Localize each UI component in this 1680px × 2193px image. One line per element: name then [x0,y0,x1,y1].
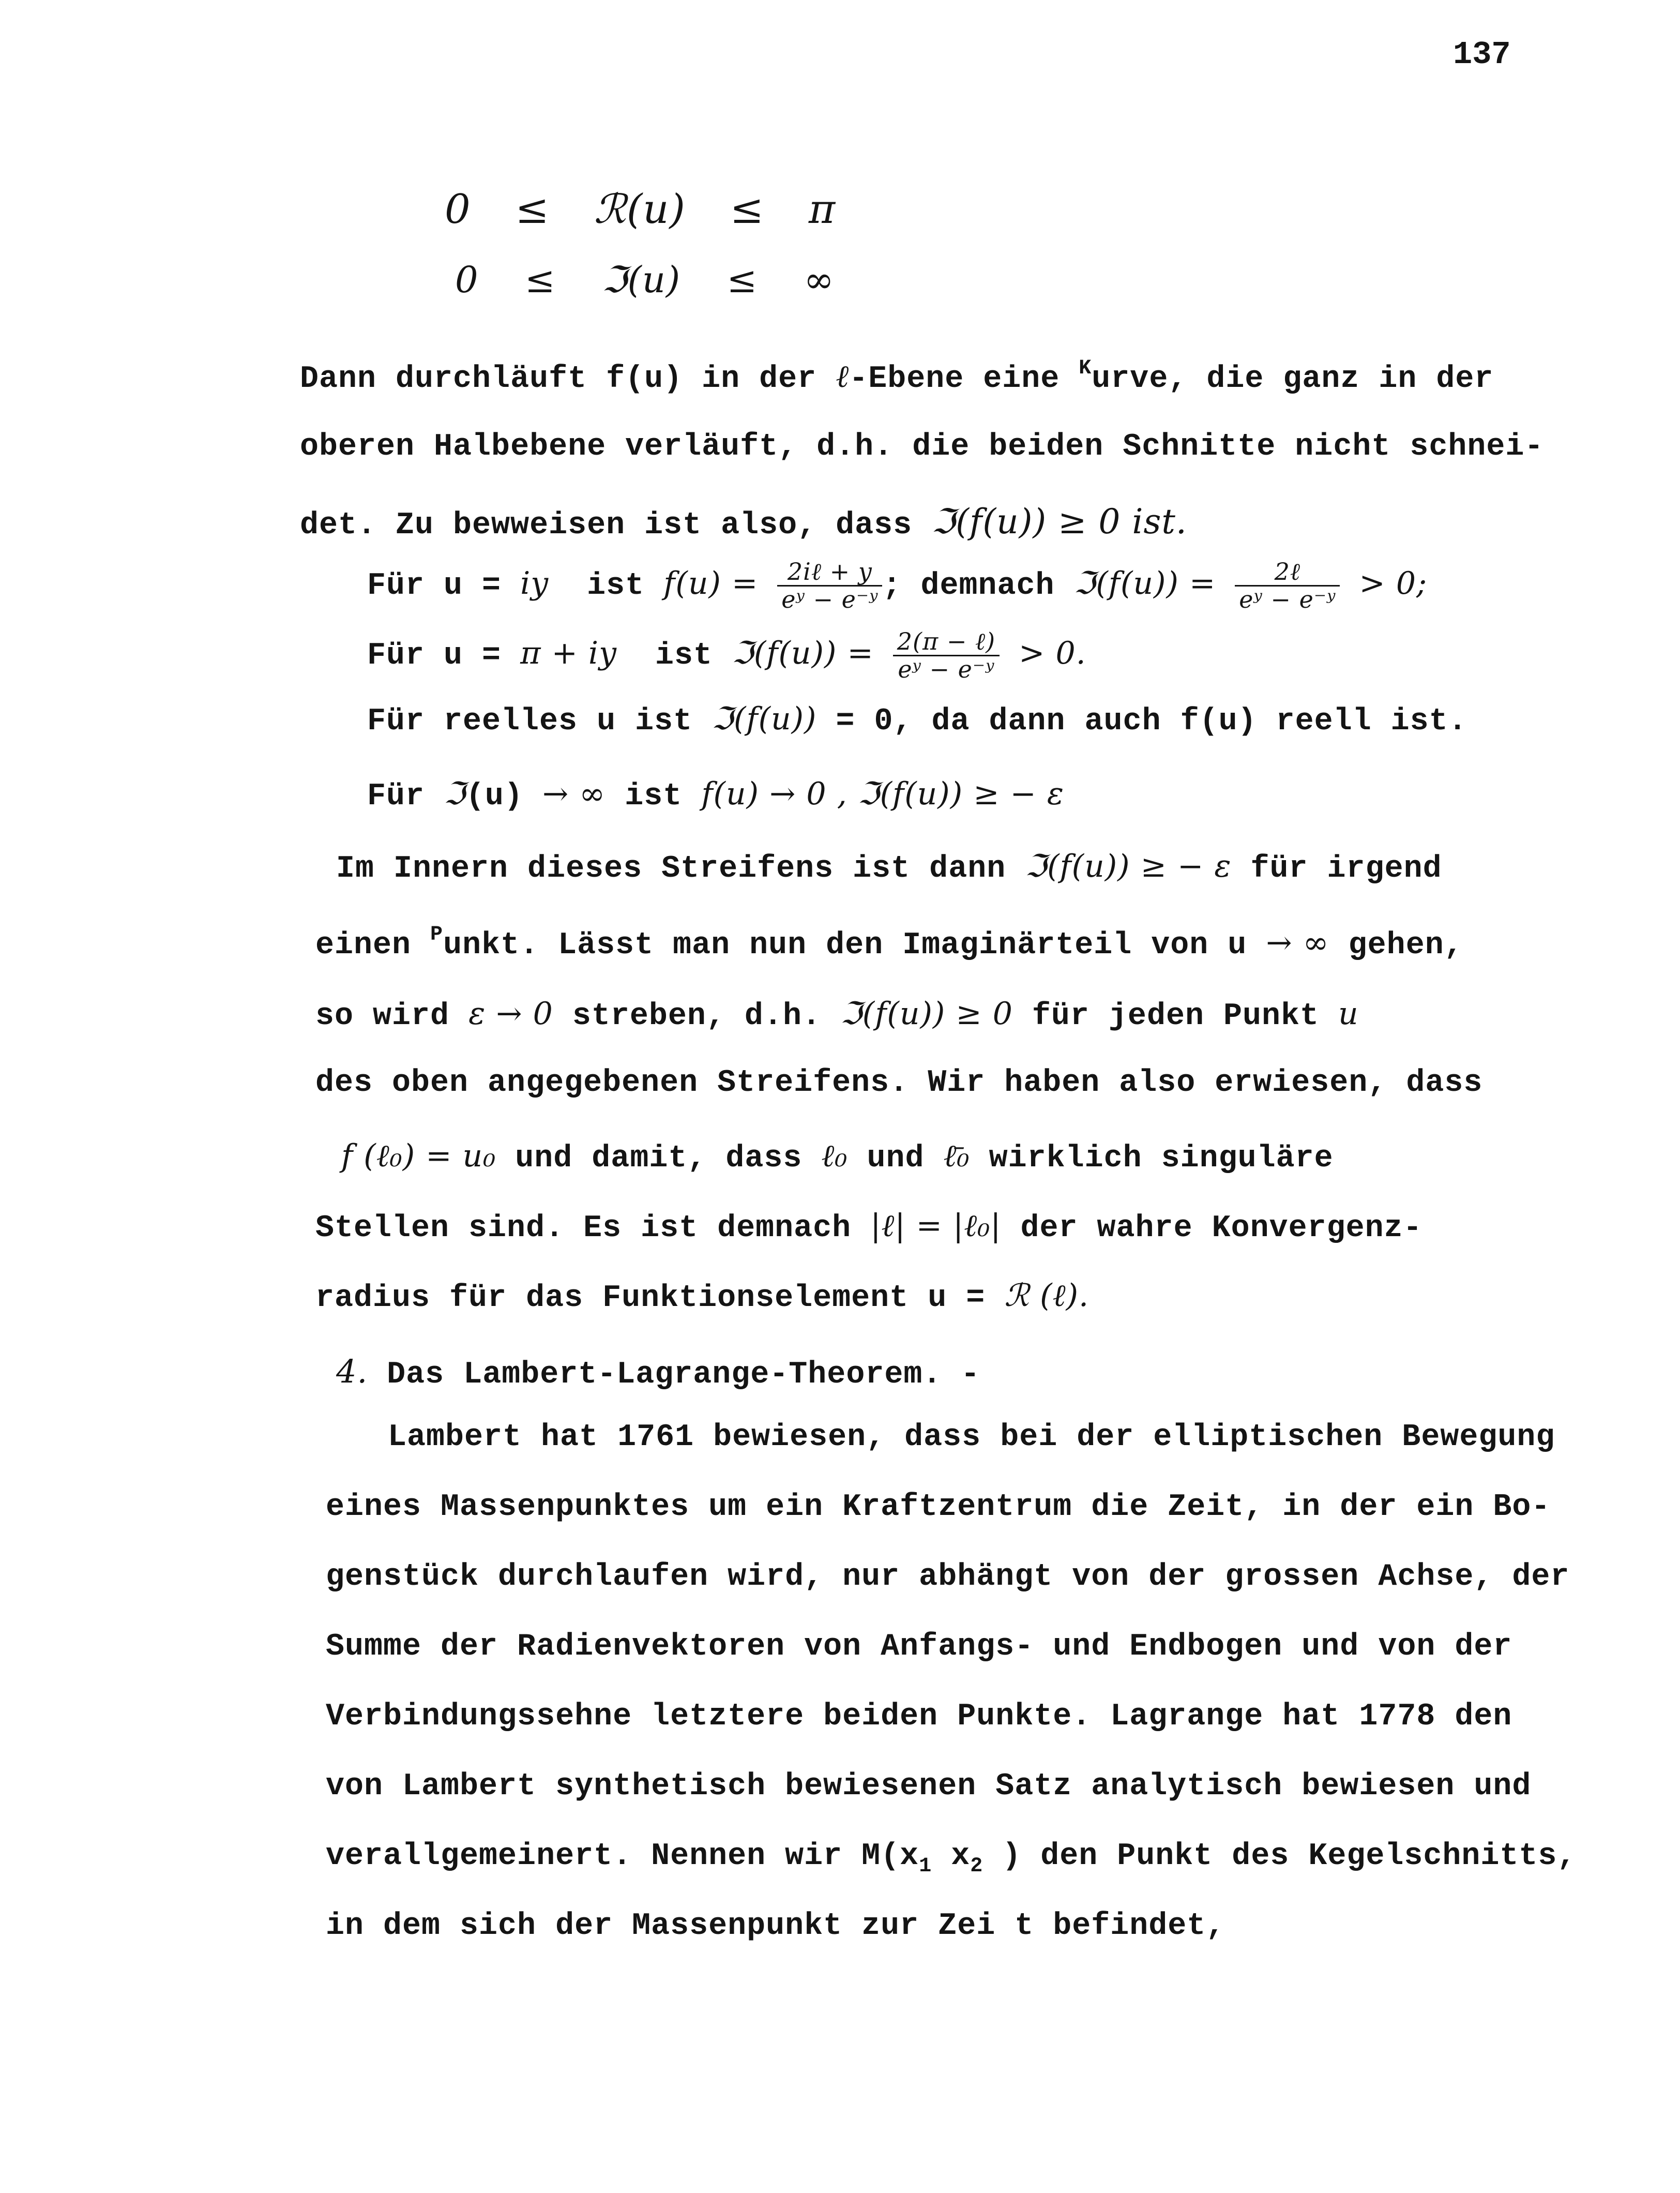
case-line-1 [367,559,1427,612]
p2-line-6 [315,1208,1422,1246]
c1g: > 0; [1359,565,1428,602]
p1-l1b: ℓ [836,358,850,395]
p2-line-4: des oben angegebenen Streifens. Wir haben also erwiesen, dass [315,1065,1483,1101]
p2-l2b: P [430,923,444,947]
c3a: Für reelles u ist [367,704,693,739]
c2-fraction [893,628,1000,682]
p2-l3b: ε → 0 [468,996,553,1032]
c1e: ; demnach [882,568,1055,604]
c2-den: eʸ − e⁻ʸ [898,655,995,683]
p2-l1c: für irgend [1250,851,1442,887]
ineq1-lhs: 0 [445,186,471,233]
c4c: (u) [465,779,523,814]
c4d: → ∞ [542,776,606,812]
p2-l5c: ℓ₀ [821,1138,848,1174]
p2-l3a: so wird [315,999,450,1034]
p3-line-2: eines Massenpunktes um ein Kraftzentrum die Zeit, in der ein Bo- [326,1490,1551,1525]
p2-l1b: ℑ(f(u)) ≥ − ε [1025,848,1232,884]
case-line-4 [367,776,1064,814]
p2-l6c: der wahre Konvergenz- [1020,1211,1422,1246]
case-line-2 [367,628,1086,682]
p1-l3a: det. Zu bewweisen ist also, dass [300,508,913,543]
p3-line-8: in dem sich der Massenpunkt zur Zei t befindet, [326,1909,1225,1944]
c1-num2: 2ℓ [1235,559,1340,587]
p2-l5b: und damit, dass [515,1141,803,1176]
page-number: 137 [1453,36,1511,73]
p2-l6a: Stellen sind. Es ist demnach [315,1211,852,1246]
c2a: Für u = [367,638,502,673]
p3-sub2: 2 [970,1855,983,1878]
ineq1-rhs: π [808,186,836,233]
p3-line-4: Summe der Radienvektoren von Anfangs- und Endbogen und von der [326,1629,1512,1664]
p1-l1a: Dann durchläuft f(u) in der [300,362,817,397]
inequality-real-part [445,186,836,233]
ineq2-rhs: ∞ [804,259,835,301]
p2-l7a: radius für das Funktionselement u = [315,1281,986,1316]
ineq2-lhs: 0 [455,259,479,301]
ineq2-rel2: ≤ [727,259,758,301]
p3-line-5: Verbindungssehne letztere beiden Punkte. Lagrange hat 1778 den [326,1699,1512,1734]
c1-fraction [777,559,882,612]
p2-l3c: streben, d.h. [572,999,821,1034]
p1-l1d: K [1079,357,1092,380]
ineq2-rel: ≤ [524,259,556,301]
case-line-3 [367,701,1467,739]
c1-num: 2iℓ + y [777,559,882,587]
p1-l3b: ℑ(f(u)) ≥ 0 ist. [931,502,1187,542]
p2-line-2 [315,923,1463,963]
p2-line-5 [341,1138,1334,1176]
section-number: 4. [336,1353,368,1390]
c2c: ist [655,638,713,673]
p1-line-1 [300,357,1493,397]
c1b: iy [520,565,549,602]
section-heading [336,1353,980,1392]
c1-fraction-2 [1235,559,1340,612]
c4f: f(u) → 0 , ℑ(f(u)) ≥ − ε [701,776,1065,812]
p2-l2d: → ∞ [1266,925,1329,961]
c1c: ist [587,568,645,604]
p3-line-7 [326,1839,1576,1878]
p2-l2a: einen [315,928,412,963]
ineq2-mid: ℑ(u) [601,259,681,301]
c3b: ℑ(f(u)) [712,701,817,737]
p3-l7b: x [932,1839,971,1874]
p1-l1c: -Ebene eine [849,362,1060,397]
c2e: > 0. [1019,635,1086,671]
p2-l3e: für jeden Punkt [1032,999,1319,1034]
c1f: ℑ(f(u)) = [1073,565,1216,602]
c4e: ist [625,779,683,814]
p2-l5d: und [867,1141,925,1176]
ineq1-rel: ≤ [515,186,550,233]
p2-l5a: f (ℓ₀) = u₀ [341,1138,496,1174]
ineq1-mid: ℛ(u) [594,186,686,233]
c1-den2: eʸ − e⁻ʸ [1239,585,1336,613]
ineq1-rel2: ≤ [730,186,765,233]
p3-line-1: Lambert hat 1761 bewiesen, dass bei der elliptischen Bewegung [388,1420,1555,1455]
p2-l5f: wirklich singuläre [989,1141,1334,1176]
p2-l5e: ℓ̄₀ [943,1138,970,1174]
c4a: Für [367,779,425,814]
c1d: f(u) = [663,565,759,602]
p3-sub1: 1 [919,1855,932,1878]
c2d: ℑ(f(u)) = [732,635,874,671]
c1-den: eʸ − e⁻ʸ [781,585,879,613]
p2-line-1 [336,848,1442,887]
p2-l7b: ℛ (ℓ). [1004,1278,1089,1314]
c2-num: 2(π − ℓ) [893,628,1000,656]
p1-line-2: oberen Halbebene verläuft, d.h. die beiden Schnitte nicht schnei- [300,429,1544,464]
c1a: Für u = [367,568,502,604]
inequality-imag-part [455,259,835,301]
p1-line-3 [300,502,1187,543]
p2-l2e: gehen, [1348,928,1463,963]
c4b: ℑ [444,776,466,812]
section-title: Das Lambert-Lagrange-Theorem. - [387,1357,980,1392]
p2-l2c: unkt. Lässt man nun den Imaginärteil von u [443,928,1247,963]
p2-l6b: |ℓ| = |ℓ₀| [870,1208,1002,1244]
p3-l7c: ) den Punkt des Kegelschnitts, [983,1839,1577,1874]
p2-l3f: u [1338,996,1359,1032]
p3-line-6: von Lambert synthetisch bewiesenen Satz analytisch bewiesen und [326,1769,1532,1804]
p2-l3d: ℑ(f(u)) ≥ 0 [840,996,1013,1032]
p2-l1a: Im Innern dieses Streifens ist dann [336,851,1006,887]
p2-line-3 [315,996,1359,1034]
c2b: π + iy [520,635,617,671]
c3c: = 0, da dann auch f(u) reell ist. [836,704,1467,739]
p3-line-3: genstück durchlaufen wird, nur abhängt von der grossen Achse, der [326,1559,1570,1595]
p1-l1e: urve, die ganz in der [1092,362,1494,397]
p3-l7a: verallgemeinert. Nennen wir M(x [326,1839,919,1874]
p2-line-7 [315,1278,1089,1316]
